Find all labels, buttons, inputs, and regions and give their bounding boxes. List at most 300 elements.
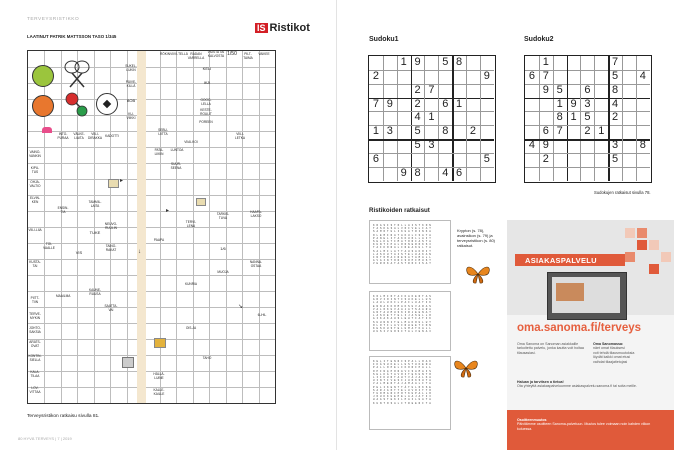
sudoku-cell[interactable] (369, 111, 383, 125)
sudoku-cell[interactable] (539, 167, 553, 181)
clue: JOHTO-SAKSIA (29, 326, 41, 334)
sudoku-cell[interactable] (397, 139, 411, 153)
clue: HAAPA-LAKSO (250, 210, 262, 218)
sudoku-cell[interactable] (424, 98, 438, 112)
answer: 6-HL (257, 312, 267, 317)
sudoku-cell[interactable] (424, 167, 438, 181)
sudoku-cell[interactable] (397, 84, 411, 98)
clue: NEUVO-RUULIN (104, 222, 118, 230)
shoe-icon (42, 127, 52, 133)
sudoku-cell[interactable]: 1 (428, 111, 435, 124)
sudoku-cell[interactable] (452, 153, 466, 167)
sudoku-cell[interactable] (553, 70, 567, 84)
clue: KAUNE-RUUSA (88, 288, 102, 296)
sudoku-cell[interactable] (594, 98, 608, 112)
clue: LOV-VITTAA (29, 386, 41, 394)
sudoku-cell[interactable]: 3 (386, 125, 393, 138)
clue: TAINO-RAKAT (105, 244, 117, 252)
sudoku-cell[interactable]: 6 (584, 83, 591, 96)
sudoku-cell[interactable] (438, 153, 452, 167)
clue: VIIAI-KOI (184, 140, 198, 144)
sudoku-cell[interactable] (480, 98, 494, 112)
sudoku-cell[interactable]: 8 (639, 139, 646, 152)
sudoku-cell[interactable] (466, 167, 480, 181)
ad-title: ASIAKASPALVELU (525, 256, 597, 265)
sudoku-cell[interactable] (383, 139, 397, 153)
grid-line (28, 195, 275, 196)
krypton-solution (369, 220, 451, 284)
sudoku-cell[interactable] (580, 167, 594, 181)
ad-decor (625, 228, 635, 238)
ad-decor (637, 240, 647, 250)
sudoku-cell[interactable] (466, 139, 480, 153)
sudoku-cell[interactable] (594, 167, 608, 181)
sudoku-cell[interactable] (525, 111, 539, 125)
sudoku-cell[interactable] (466, 153, 480, 167)
sudoku-cell[interactable] (622, 111, 636, 125)
sudoku-cell[interactable]: 9 (414, 56, 421, 68)
sudoku-cell[interactable]: 4 (612, 97, 619, 110)
sudoku-cell[interactable] (525, 98, 539, 112)
sudoku-cell[interactable]: 6 (456, 166, 463, 179)
ad-bottom-text (517, 418, 665, 431)
sudoku-cell[interactable]: 2 (612, 111, 619, 124)
sudoku-cell[interactable]: 9 (542, 83, 549, 96)
grid-line (94, 51, 95, 403)
ad-col2-item: vaihdat tilaajatietojasi (593, 359, 628, 364)
sudoku-cell[interactable]: 5 (612, 153, 619, 166)
grid-line (28, 163, 275, 164)
byline: LAATINUT PATRIK MATTSSON TASO 1/345 (27, 34, 117, 39)
grid-line (61, 51, 62, 403)
clue: SUKEL-LUKIN (125, 64, 137, 72)
clue: SUUR-SEENA (170, 162, 182, 170)
sudoku-cell[interactable] (622, 70, 636, 84)
note-line: avainsikon (s. 79) ja (457, 233, 493, 238)
sudoku-cell[interactable] (539, 98, 553, 112)
arrow-icon: ↓ (138, 249, 141, 255)
sudoku-cell[interactable] (525, 56, 539, 70)
grid-line (28, 387, 275, 388)
sudoku-note: Sudokujen ratkaisut sivulla 78. (594, 190, 651, 195)
top-clue: PILT-TAIMA (243, 52, 253, 60)
sudoku-cell[interactable] (636, 98, 650, 112)
clue: TAMMIL-LAITA (88, 200, 102, 208)
sudoku-cell[interactable] (539, 111, 553, 125)
sudoku-cell[interactable]: 8 (456, 56, 463, 68)
sudoku-cell[interactable] (636, 125, 650, 139)
ad-col1: Oma Sanoma on Sanoman asiakkaille tarkoitettu palvelu, jonka kautta voit hoitaa tilausasiasi. (517, 342, 584, 355)
sudoku-cell[interactable] (383, 56, 397, 70)
sudoku-cell[interactable] (369, 139, 383, 153)
sudoku1-title: Sudoku1 (369, 36, 399, 43)
ad-decor (649, 264, 659, 274)
sudoku-cell[interactable] (480, 84, 494, 98)
sudoku-cell[interactable] (397, 98, 411, 112)
sudoku-cell[interactable]: 3 (584, 97, 591, 110)
sudoku-cell[interactable] (525, 153, 539, 167)
top-clue: RADAN VARRELLA (187, 52, 205, 60)
ad-decor (661, 252, 671, 262)
sudoku-cell[interactable] (622, 139, 636, 153)
sudoku-cell[interactable] (424, 56, 438, 70)
sudoku-cell[interactable]: 6 (528, 69, 535, 82)
sudoku2-title: Sudoku2 (524, 36, 554, 43)
sudoku-cell[interactable] (567, 139, 581, 153)
sudoku-cell[interactable] (480, 139, 494, 153)
sudoku-cell[interactable] (567, 153, 581, 167)
tennis-rackets-icon (62, 59, 92, 89)
clue: GOOG-LELLA (200, 98, 212, 106)
sudoku-cell[interactable] (622, 56, 636, 70)
note-line: ratkaisut. (457, 243, 474, 248)
sudoku-cell[interactable] (424, 70, 438, 84)
sudoku-cell[interactable] (608, 167, 622, 181)
sudoku-cell[interactable]: 8 (414, 166, 421, 179)
sudoku-cell[interactable] (622, 125, 636, 139)
note-line: terveysristikon (s. 80) (457, 238, 496, 243)
sudoku-cell[interactable]: 3 (428, 139, 435, 152)
clue: ARATS-OVAT (29, 340, 41, 348)
clue: KONTIN-SIELLA (28, 354, 42, 362)
clue: VAINO-VANKIN (29, 150, 41, 158)
sudoku-cell[interactable]: 2 (414, 83, 421, 96)
answer: VIS (75, 250, 83, 255)
answer: TUKE (89, 230, 101, 235)
sudoku-cell[interactable]: 5 (442, 56, 449, 68)
sudoku-cell[interactable]: 5 (556, 83, 563, 96)
sudoku-cell[interactable] (622, 167, 636, 181)
sudoku-cell[interactable]: 2 (469, 125, 477, 138)
sudoku-cell[interactable]: 4 (442, 166, 449, 179)
top-clue: VIIVI-TELLÄ (170, 52, 188, 56)
note-line: Krypton (s. 78), (457, 228, 485, 233)
sudoku-cell[interactable]: 1 (372, 125, 379, 138)
sudoku-cell[interactable] (525, 84, 539, 98)
sudoku-cell[interactable]: 7 (428, 83, 435, 96)
clue: TERVI-LENA (185, 220, 197, 228)
solution-text: K E L I T E N N I S P A L L O A K I K Ä S U K E L L U S T U K E N A P A L L O P E L I K O R I P A L L O P I N G P O N G V I S A M A I S S E L K Ä T A V O I T E K U N T O L I I K U N T A H Y V Ä J A L K A U I N T I V E S I J U O K S U T A V A L M E N T A J A M A A L I T A P E L I K E N T T Ä T U L O K S E S A R J A O T T E L U V O I T T O T U O M A R I P O T K U P A L L O J O U K K U E P E L A A J A T I I H A A S T E K I L P A I L U A T A K U N T O S A L I T R E E N I T A (373, 360, 431, 405)
sudoku-cell[interactable]: 8 (612, 83, 619, 96)
picture-clue-icon (154, 338, 166, 348)
grid-line (28, 275, 275, 276)
ad-col2-title: Oma Sanomassa: (593, 342, 624, 346)
clue: TARKIS-TUVA (216, 212, 230, 220)
answer: KELI (202, 66, 212, 71)
sudoku-cell[interactable] (452, 111, 466, 125)
sudoku-cell[interactable]: 1 (400, 56, 407, 68)
grid-line (28, 259, 275, 260)
sudoku-cell[interactable] (452, 125, 466, 139)
arrow-icon: ▸ (166, 208, 170, 214)
sudoku2-grid[interactable] (524, 55, 652, 183)
sudoku-cell[interactable]: 5 (414, 125, 421, 138)
ad-help (517, 380, 667, 389)
sudoku-cell[interactable]: 1 (570, 111, 577, 124)
sudoku-cell[interactable] (397, 153, 411, 167)
clue: OHJA-VALTIO (29, 180, 41, 188)
sudoku-cell[interactable] (438, 70, 452, 84)
clue: PAAPA (153, 238, 165, 242)
sudoku-cell[interactable] (594, 139, 608, 153)
sudoku-cell[interactable] (466, 84, 480, 98)
sudoku-cell[interactable] (466, 111, 480, 125)
sudoku-cell[interactable] (411, 153, 425, 167)
sudoku-cell[interactable] (369, 167, 383, 181)
grid-line (160, 51, 161, 403)
answer-note: Terveysristikon ratkaisu sivulla 81. (27, 414, 100, 419)
sudoku-cell[interactable]: 7 (542, 69, 549, 82)
sudoku-cell[interactable] (594, 111, 608, 125)
sudoku-cell[interactable] (424, 125, 438, 139)
soccer-ball-icon (96, 93, 118, 115)
sudoku-cell[interactable] (480, 167, 494, 181)
sudoku-cell[interactable]: 1 (598, 125, 605, 138)
sudoku-cell[interactable]: 9 (542, 139, 549, 152)
ad-title-bar (515, 254, 625, 266)
sudoku-cell[interactable] (525, 125, 539, 139)
sudoku-cell[interactable]: 4 (528, 139, 535, 152)
clue: KUSTA-TAI (29, 260, 41, 268)
sudoku-cell[interactable] (438, 139, 452, 153)
sudoku-cell[interactable]: 8 (442, 125, 449, 138)
butterfly-icon (453, 356, 479, 380)
brand-name: Ristikot (269, 22, 310, 34)
ad-col2-item: voit tehdä tilausmuutoksia (593, 350, 635, 355)
sudoku-cell[interactable] (383, 167, 397, 181)
sudoku-cell[interactable] (636, 84, 650, 98)
sudoku-cell[interactable]: 4 (414, 111, 421, 124)
sudoku-cell[interactable]: 8 (556, 111, 563, 124)
sudoku-cell[interactable]: 9 (400, 166, 407, 179)
sudoku-cell[interactable]: 5 (612, 69, 619, 82)
sudoku-cell[interactable] (580, 153, 594, 167)
terveysristikko-solution (369, 356, 451, 430)
sudoku-cell[interactable]: 9 (483, 69, 490, 82)
sudoku-cell[interactable]: 5 (414, 139, 421, 152)
basketball-icon (32, 95, 54, 117)
sudoku-cell[interactable] (383, 111, 397, 125)
clue: TAHO (202, 356, 212, 360)
sudoku-cell[interactable] (567, 167, 581, 181)
clue: ELVIN-KEN (29, 196, 41, 204)
sudoku-cell[interactable] (553, 167, 567, 181)
avainsikko-solution (369, 291, 451, 351)
sudoku-cell[interactable] (525, 167, 539, 181)
ad-bottom-banner (507, 410, 674, 450)
clue: ENSIN-TIA (57, 206, 69, 214)
clue: KADOTTI (105, 134, 119, 138)
clue: OIS-JA (185, 326, 197, 330)
page-footer: 80 HYVÄ TERVEYS | 7 | 2019 (18, 436, 72, 441)
sudoku-cell[interactable] (567, 125, 581, 139)
arrow-icon: ▸ (120, 178, 124, 184)
clue: SAATTA-VAI (104, 304, 118, 312)
solutions-note (457, 228, 495, 248)
sudoku-cell[interactable] (452, 70, 466, 84)
clue: KIPU-TUS (30, 166, 40, 174)
sudoku-cell[interactable] (636, 167, 650, 181)
solution-strip (137, 51, 146, 403)
sudoku-cell[interactable] (594, 70, 608, 84)
sudoku-cell[interactable] (397, 70, 411, 84)
grid-line (28, 339, 275, 340)
ping-pong-icon (64, 91, 90, 117)
sudoku-cell[interactable]: 2 (372, 69, 379, 82)
sudoku-cell[interactable]: 5 (584, 111, 591, 124)
laptop-icon (547, 272, 627, 320)
right-page (337, 0, 674, 450)
kicker: TERVEYSRISTIKKO (27, 17, 80, 22)
ad-col2-item: löydät kaikki omat etusi (593, 355, 631, 360)
sudoku-cell[interactable] (636, 56, 650, 70)
sudoku-cell[interactable]: 6 (542, 125, 549, 138)
top-clue: VAIKEE (258, 52, 270, 56)
sudoku-cell[interactable]: 3 (612, 139, 619, 152)
sudoku-cell[interactable]: 9 (386, 97, 393, 110)
sudoku-cell[interactable]: 6 (372, 153, 379, 166)
grid-line (127, 51, 128, 403)
clue: LUNTOA (170, 148, 184, 152)
sudoku-cell[interactable]: 1 (456, 97, 463, 110)
grid-line (242, 51, 243, 403)
sudoku-cell[interactable]: 7 (612, 56, 619, 68)
answer: IKÄ (203, 80, 211, 85)
sudoku-cell[interactable] (452, 84, 466, 98)
ad-help-title: Haluan ja tarvitsen a tietoa! (517, 380, 564, 384)
sudoku-cell[interactable] (567, 56, 581, 70)
grid-line (28, 179, 275, 180)
arrow-icon: ↘ (238, 304, 244, 310)
picture-clue-icon (122, 357, 134, 368)
sudoku-cell[interactable] (594, 56, 608, 70)
sudoku-cell[interactable] (567, 84, 581, 98)
top-clue: RÖKIN (159, 52, 171, 56)
grid-line (226, 51, 227, 403)
clue: KALLE-KAILLE (153, 388, 165, 396)
sudoku-cell[interactable] (480, 125, 494, 139)
sudoku-cell[interactable] (480, 111, 494, 125)
sudoku-cell[interactable] (411, 70, 425, 84)
sudoku-cell[interactable]: 7 (372, 97, 379, 110)
grid-line (28, 227, 275, 228)
sudoku-cell[interactable]: 7 (556, 125, 563, 138)
sudoku-cell[interactable] (466, 98, 480, 112)
grid-line (176, 51, 177, 403)
clue: PIITT-TIIN (30, 296, 40, 304)
sudoku-cell[interactable] (580, 56, 594, 70)
clue: MUOJA (217, 270, 229, 274)
sudoku-cell[interactable] (567, 70, 581, 84)
sudoku-cell[interactable]: 4 (639, 69, 646, 82)
sudoku-cell[interactable]: 2 (542, 153, 549, 166)
grid-line (28, 243, 275, 244)
sudoku-cell[interactable] (553, 56, 567, 70)
solution-text: K O L M I O T A I K A K E R T A S A R V I O I N T I S U K E L L U S L A U L U K I L P A I L U A T I K E N N A K K O M A K S U V A R A S V A L O K U V A A J A T S A A R A A N T A U M U S K I R J E E N A T L A S K E T T E L I J A S E L L O A I K A K A U S L E H T I A T I K S U U N N I T E L M A K O U L U T O L O T I L A V I R H E E T I O N K E S K U S T E L U M A T K A L L U U S I V U O S I T A L V E N A I (373, 295, 431, 334)
sudoku-cell[interactable] (622, 98, 636, 112)
sudoku-cell[interactable]: 5 (483, 153, 490, 166)
sudoku1-grid[interactable] (368, 55, 496, 183)
butterfly-icon (465, 262, 491, 286)
ad-url[interactable]: oma.sanoma.fi/terveys (517, 322, 642, 334)
clue: MAAILMA (56, 294, 71, 298)
top-clue: 1/50 (227, 51, 237, 57)
ad-help-body: Ota yhteyttä asiakaspalveluumme asiakaspalvelu.sanoma.fi tai soita meille. (517, 384, 637, 389)
sudoku-cell[interactable] (594, 84, 608, 98)
clue: VIILI-LIIA (28, 228, 42, 232)
solutions-title: Ristikoiden ratkaisut (369, 207, 430, 214)
sudoku-cell[interactable] (608, 125, 622, 139)
ad-decor (625, 252, 635, 262)
clue: PÄIVE-KILLÄ (125, 80, 137, 88)
clue: PATA-LIIKIN (154, 148, 164, 156)
clue: HÄLLÄ-LUINE (153, 372, 165, 380)
sudoku-cell[interactable] (369, 56, 383, 70)
sudoku-cell[interactable] (553, 139, 567, 153)
sudoku-cell[interactable] (636, 111, 650, 125)
sudoku-cell[interactable] (397, 125, 411, 139)
solution-text: K R A S I S T O L L A I S T K O N T A S K A S A L V O I V E L I A T S A M O T U L I K U A T R I N K A O L E M I N A T A K U L I S A T A P A N E L I T A K K U O L L A I T S E L K A T I M A T O N I A S T A K U N T I P A L O O N E R O K S I T A I K O N A L I N E A K U L T A S A L M I L A T T A U S A K O I T L A S K U T A I S T E L U A K A N I N T O M A I N E S A T A M A L L A V A I N T O R I S O P I M U S T V E R O K A T A S T R O F I S A T (373, 224, 431, 266)
sudoku-cell[interactable] (369, 84, 383, 98)
sudoku-cell[interactable] (580, 70, 594, 84)
clue: BOB (126, 98, 136, 103)
clue: VIILI-LETKA (234, 132, 246, 140)
clue: INTO-PURAA (57, 132, 69, 140)
grid-line (28, 371, 275, 372)
sudoku-cell[interactable]: 2 (414, 97, 421, 110)
sudoku-cell[interactable] (636, 153, 650, 167)
sudoku-cell[interactable] (466, 70, 480, 84)
clue: KU-VIIKKI (126, 112, 136, 120)
clue: VÄLKE-LIAITA (73, 132, 85, 140)
sudoku-cell[interactable]: 2 (584, 125, 591, 138)
picture-clue-icon (108, 179, 119, 188)
sudoku-cell[interactable]: 1 (542, 56, 549, 68)
brand-logo (255, 22, 310, 34)
sudoku-cell[interactable]: 1 (556, 97, 563, 110)
customer-service-ad[interactable] (507, 220, 674, 450)
sudoku-cell[interactable] (594, 153, 608, 167)
clue: POREEN (199, 120, 213, 124)
crossword-grid[interactable] (27, 50, 276, 404)
tennis-ball-icon (32, 65, 54, 87)
sudoku-cell[interactable]: 9 (570, 97, 577, 110)
ad-col2-item: näet omat tilauksesi (593, 346, 625, 351)
sudoku-cell[interactable] (383, 153, 397, 167)
sudoku-cell[interactable] (466, 56, 480, 70)
sudoku-cell[interactable] (383, 70, 397, 84)
sudoku-cell[interactable] (580, 139, 594, 153)
sudoku-cell[interactable] (622, 153, 636, 167)
grid-line (28, 323, 275, 324)
sudoku-cell[interactable] (383, 84, 397, 98)
clue: KALA-TILAA (30, 370, 40, 378)
sudoku-cell[interactable] (438, 111, 452, 125)
sudoku-cell[interactable] (397, 111, 411, 125)
picture-clue-icon (196, 198, 206, 206)
sudoku-cell[interactable] (424, 153, 438, 167)
clue: VIILI-DIRAKKA (88, 132, 102, 140)
sudoku-cell[interactable] (480, 56, 494, 70)
ad-decor (649, 240, 659, 250)
sudoku-cell[interactable] (553, 153, 567, 167)
sudoku-cell[interactable] (622, 84, 636, 98)
ad-col2 (593, 342, 669, 364)
grid-line (28, 291, 275, 292)
sudoku-cell[interactable]: 6 (442, 97, 449, 110)
sudoku-cell[interactable] (438, 84, 452, 98)
sudoku-cell[interactable] (452, 139, 466, 153)
